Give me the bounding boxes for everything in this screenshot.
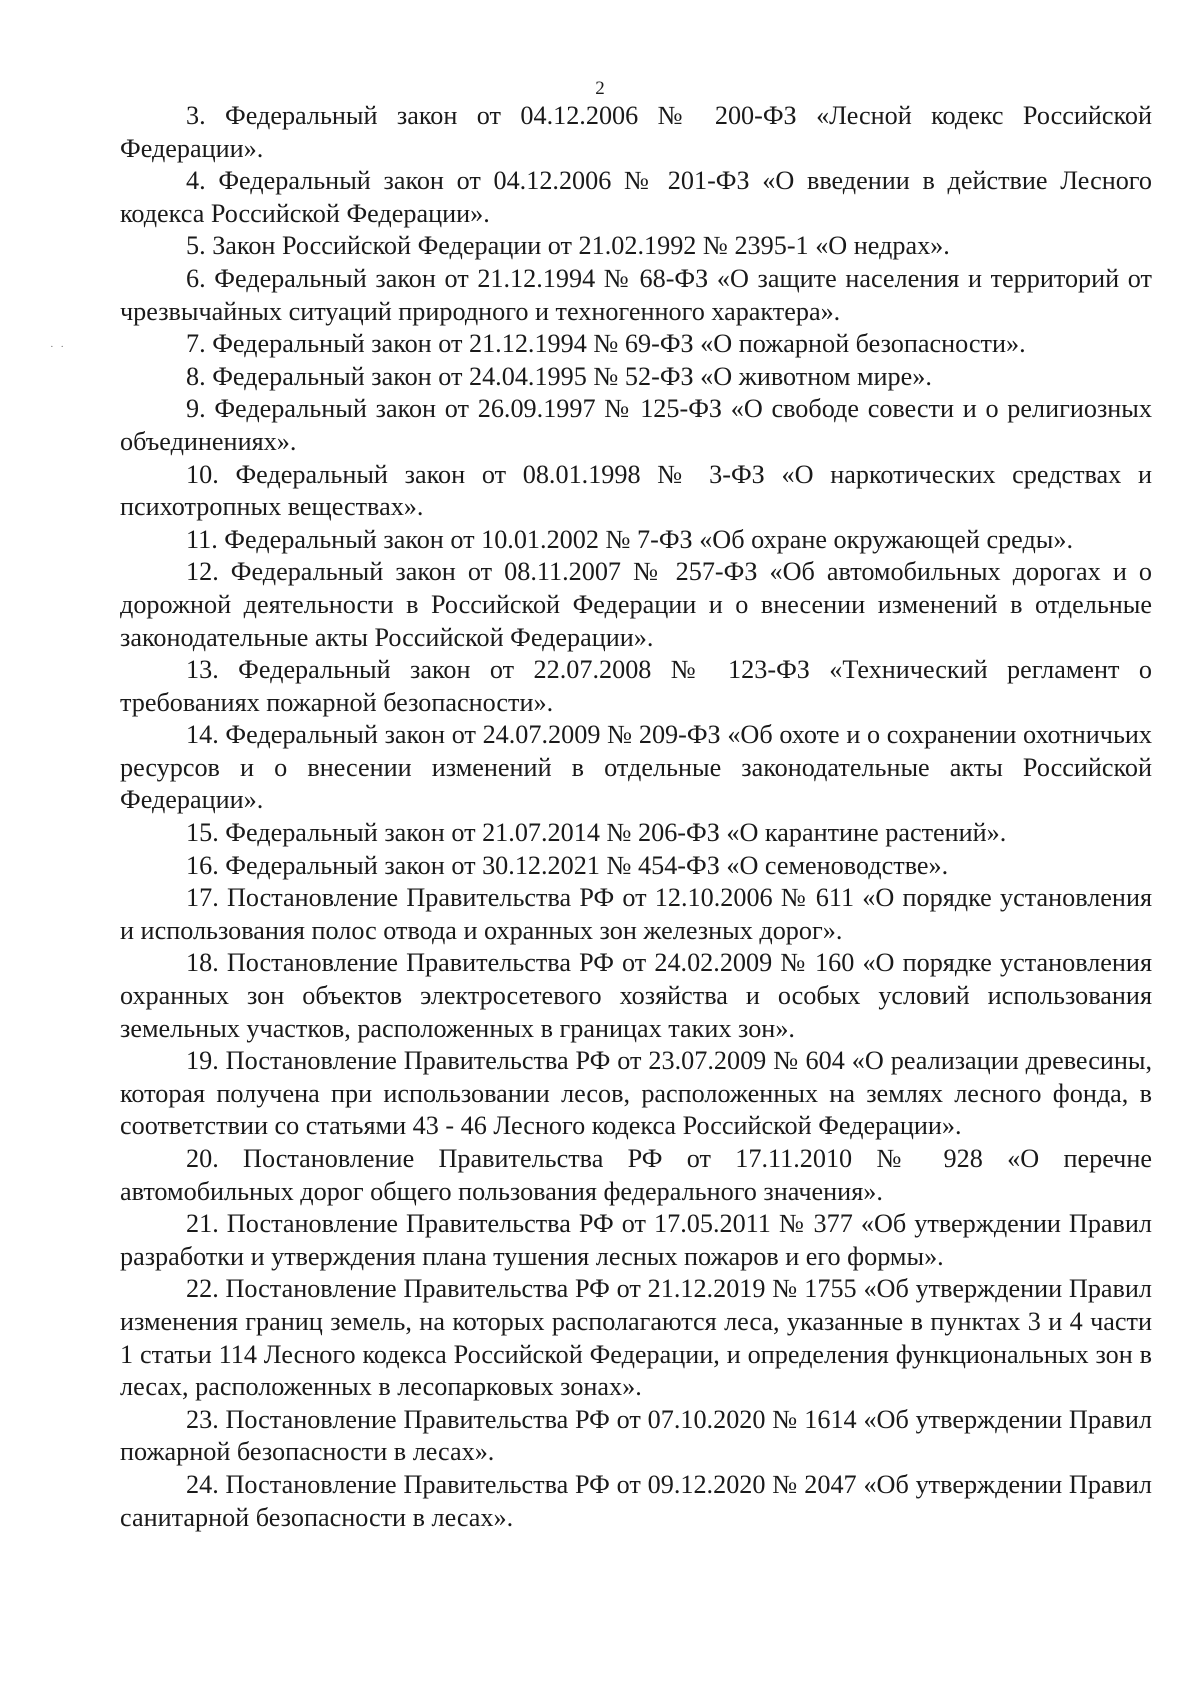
- scan-specks: · ·: [50, 341, 67, 353]
- list-item: 4. Федеральный закон от 04.12.2006 № 201-ФЗ «О введении в действие Лесного кодекса Российской Федерации».: [120, 166, 1152, 228]
- list-item: 6. Федеральный закон от 21.12.1994 № 68-ФЗ «О защите населения и территорий от чрезвычайных ситуаций природного и техногенного характера».: [120, 263, 1152, 326]
- list-item: 24. Постановление Правительства РФ от 09.12.2020 № 2047 «Об утверждении Правил санитарной безопасности в лесах».: [120, 1469, 1152, 1532]
- legislation-list: [120, 100, 1152, 1534]
- list-item: 8. Федеральный закон от 24.04.1995 № 52-ФЗ «О животном мире».: [186, 361, 932, 391]
- list-item: 10. Федеральный закон от 08.01.1998 № 3-ФЗ «О наркотических средствах и психотропных веществах».: [120, 459, 1152, 522]
- list-item: 9. Федеральный закон от 26.09.1997 № 125-ФЗ «О свободе совести и о религиозных объединениях».: [120, 394, 1152, 456]
- list-item: 17. Постановление Правительства РФ от 12.10.2006 № 611 «О порядке установления и использования полос отвода и охранных зон железных дорог».: [120, 883, 1152, 945]
- list-item: 5. Закон Российской Федерации от 21.02.1992 № 2395-1 «О недрах».: [186, 231, 950, 261]
- list-item: 20. Постановление Правительства РФ от 17.11.2010 № 928 «О перечне автомобильных дорог общего пользования федерального значения».: [120, 1144, 1152, 1206]
- list-item: 16. Федеральный закон от 30.12.2021 № 454-ФЗ «О семеноводстве».: [186, 850, 949, 880]
- list-item: 14. Федеральный закон от 24.07.2009 № 209-ФЗ «Об охоте и о сохранении охотничьих ресурсов и о внесении изменений в отдельные законодательные акты Российской Федерации».: [120, 720, 1152, 815]
- list-item: 12. Федеральный закон от 08.11.2007 № 257-ФЗ «Об автомобильных дорогах и о дорожной деятельности в Российской Федерации и о внесении изменений в отдельные законодательные акты Российской Федерации».: [120, 557, 1152, 652]
- list-item: 3. Федеральный закон от 04.12.2006 № 200-ФЗ «Лесной кодекс Российской Федерации».: [120, 101, 1152, 163]
- list-item: 18. Постановление Правительства РФ от 24.02.2009 № 160 «О порядке установления охранных зон объектов электросетевого хозяйства и особых условий использования земельных участков, расположенных в границах таких зон».: [120, 948, 1152, 1043]
- list-item: 11. Федеральный закон от 10.01.2002 № 7-ФЗ «Об охране окружающей среды».: [186, 524, 1074, 554]
- list-item: 21. Постановление Правительства РФ от 17.05.2011 № 377 «Об утверждении Правил разработки и утверждения плана тушения лесных пожаров и его формы».: [120, 1209, 1152, 1271]
- page-number: 2: [595, 78, 605, 99]
- list-item: 22. Постановление Правительства РФ от 21.12.2019 № 1755 «Об утверждении Правил изменения границ земель, на которых располагаются леса, указанные в пунктах 3 и 4 части 1 статьи 114 Лесного кодекса Российской Федерации, и определения функциональных зон в лесах, расположенных в лесопарковых зонах».: [120, 1274, 1152, 1402]
- list-item: 19. Постановление Правительства РФ от 23.07.2009 № 604 «О реализации древесины, которая получена при использовании лесов, расположенных на землях лесного фонда, в соответствии со статьями 43 - 46 Лесного кодекса Российской Федерации».: [120, 1046, 1152, 1141]
- list-item: 13. Федеральный закон от 22.07.2008 № 123-ФЗ «Технический регламент о требованиях пожарной безопасности».: [120, 655, 1152, 717]
- list-item: 15. Федеральный закон от 21.07.2014 № 206-ФЗ «О карантине растений».: [186, 818, 1007, 848]
- list-item: 7. Федеральный закон от 21.12.1994 № 69-ФЗ «О пожарной безопасности».: [186, 329, 1026, 359]
- list-item: 23. Постановление Правительства РФ от 07.10.2020 № 1614 «Об утверждении Правил пожарной безопасности в лесах».: [120, 1404, 1152, 1467]
